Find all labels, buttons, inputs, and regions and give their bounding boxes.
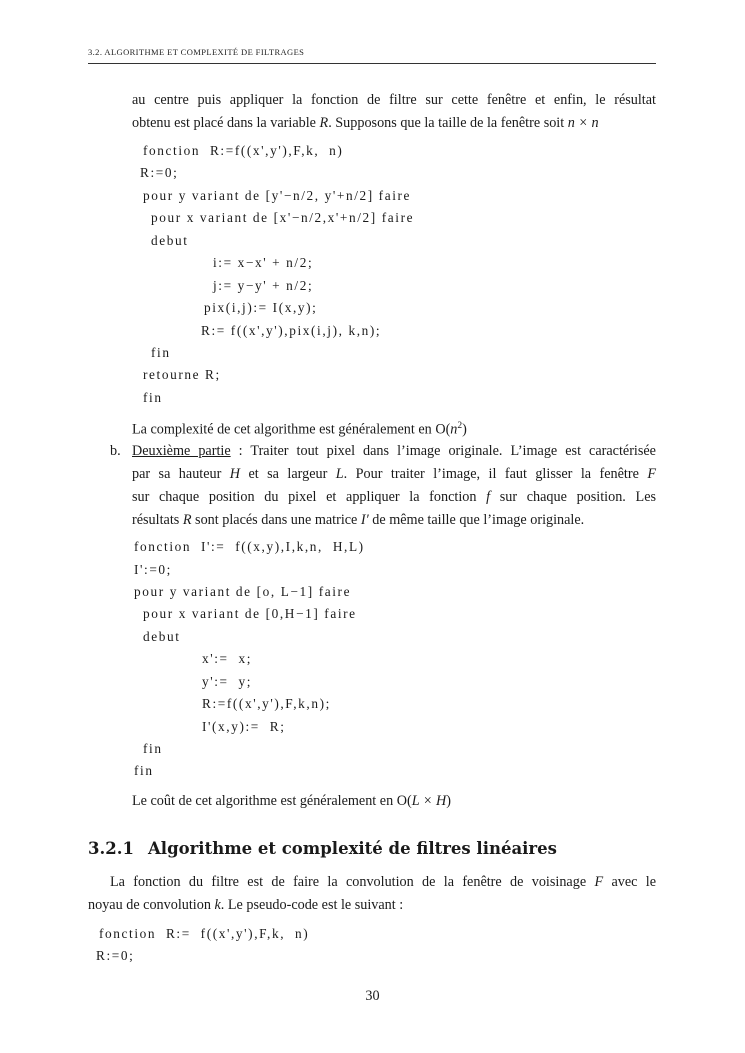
running-header: 3.2. ALGORITHME ET COMPLEXITÉ DE FILTRAGES [88, 47, 305, 57]
complexity-1-text: La complexité de cet algorithme est généralement en O( [132, 421, 451, 438]
intro-line-2-b: . Supposons que la taille de la fenêtre soit [328, 115, 568, 131]
code2-line-11: fin [134, 763, 154, 778]
part-b-l2b: et sa largeur [240, 466, 336, 482]
page-number: 30 [365, 988, 380, 1004]
var-R: R [319, 115, 329, 131]
code2-line-1: fonction I':= f((x,y),I,k,n, H,L) [134, 539, 365, 554]
code2-line-3: pour y variant de [o, L−1] faire [134, 584, 352, 599]
math-n-times-n: n × n [567, 115, 599, 131]
code3-line-1: fonction R:= f((x',y'),F,k, n) [99, 926, 310, 941]
sec-para-2a: noyau de convolution [88, 897, 215, 913]
part-b-label: b. [110, 443, 121, 459]
var-k: k [214, 897, 221, 913]
code2-line-9: I'(x,y):= R; [202, 719, 286, 734]
cost-math: L × H [411, 793, 447, 809]
code2-line-2: I':=0; [134, 562, 172, 577]
part-b-l3a: sur chaque position du pixel et appliquer la fonction [132, 489, 487, 505]
cost-close: ) [446, 793, 451, 809]
part-b-line-1 [132, 442, 656, 460]
code1-line-6: i:= x−x' + n/2; [213, 255, 314, 270]
cost-text: Le coût de cet algorithme est généralement en O( [132, 793, 412, 809]
part-b-l2a: par sa hauteur [132, 466, 230, 482]
code3-line-2: R:=0; [96, 948, 135, 963]
var-H: H [229, 466, 241, 482]
code1-line-2: R:=0; [140, 165, 179, 180]
part-b-l4a: résultats [132, 512, 183, 528]
code1-line-11: retourne R; [143, 367, 221, 382]
part-b-line-2 [132, 465, 656, 483]
section-heading [88, 838, 557, 860]
cost-line [132, 792, 451, 810]
code1-line-12: fin [143, 390, 163, 405]
part-b-l2c: . Pour traiter l’image, il faut glisser la fenêtre [343, 466, 648, 482]
code2-line-5: debut [143, 629, 181, 644]
part-b-line-4 [132, 511, 584, 529]
code1-line-4: pour x variant de [x'−n/2,x'+n/2] faire [151, 210, 415, 225]
code2-line-4: pour x variant de [0,H−1] faire [143, 606, 357, 621]
section-para-line-1 [110, 873, 656, 891]
section-number: 3.2.1 [88, 839, 134, 858]
code2-line-7: y':= y; [202, 674, 253, 689]
sec-para-1b: avec le [603, 874, 656, 890]
header-rule [88, 63, 656, 64]
sec-para-2b: . Le pseudo-code est le suivant : [220, 897, 404, 913]
code1-line-7: j:= y−y' + n/2; [213, 278, 314, 293]
var-f: f [486, 489, 491, 505]
code2-line-8: R:=f((x',y'),F,k,n); [202, 696, 331, 711]
code1-line-9: R:= f((x',y'),pix(i,j), k,n); [201, 323, 382, 338]
var-I-prime: I′ [360, 512, 369, 528]
code1-line-5: debut [151, 233, 189, 248]
section-title: Algorithme et complexité de filtres linéaires [148, 839, 557, 858]
intro-line-2 [132, 114, 599, 132]
code2-line-6: x':= x; [202, 651, 253, 666]
intro-line-1: au centre puis appliquer la fonction de filtre sur cette fenêtre et enfin, le résultat [132, 92, 656, 108]
var-F-2: F [594, 874, 604, 890]
part-b-line-1-text: : Traiter tout pixel dans l’image originale. L’image est caractérisée [230, 443, 656, 459]
code1-line-1: fonction R:=f((x',y'),F,k, n) [143, 143, 344, 158]
sec-para-1a: La fonction du filtre est de faire la convolution de la fenêtre de voisinage [110, 874, 595, 890]
complexity-1-n: n [450, 421, 458, 438]
code1-line-3: pour y variant de [y'−n/2, y'+n/2] faire [143, 188, 412, 203]
section-para-line-2 [88, 896, 403, 914]
var-R-2: R [182, 512, 192, 528]
part-b-line-3 [132, 488, 656, 506]
part-b-title: Deuxième partie [132, 443, 231, 459]
part-b-l3b: sur chaque position. Les [490, 489, 657, 505]
intro-line-2-a: obtenu est placé dans la variable [132, 115, 320, 131]
var-L: L [335, 466, 344, 482]
complexity-1 [132, 417, 467, 439]
var-F: F [647, 466, 656, 482]
part-b-l4b: sont placés dans une matrice [191, 512, 361, 528]
code2-line-10: fin [143, 741, 163, 756]
code1-line-10: fin [151, 345, 171, 360]
complexity-1-exponent: 2 [457, 421, 463, 431]
code1-line-8: pix(i,j):= I(x,y); [204, 300, 318, 315]
part-b-l4c: de même taille que l’image originale. [368, 512, 585, 528]
complexity-1-close: ) [462, 421, 467, 438]
